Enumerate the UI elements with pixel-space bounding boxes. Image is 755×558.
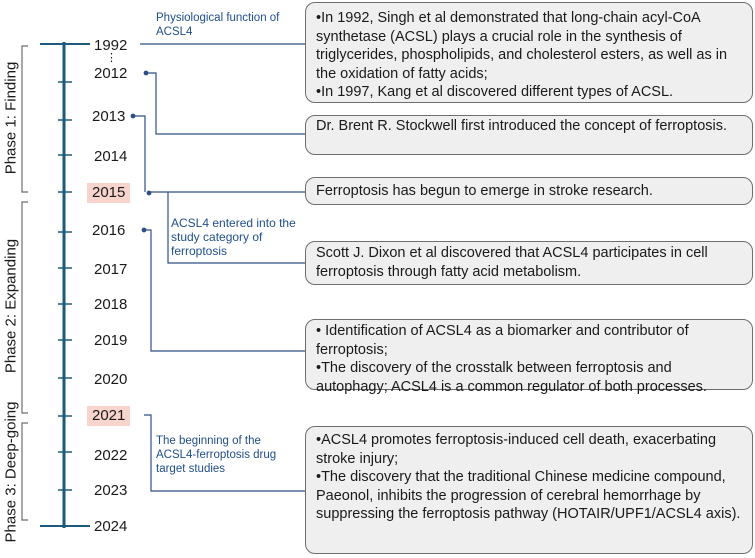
year-1992: 1992 — [94, 37, 128, 54]
year-2021: 2021 — [87, 406, 130, 426]
year-2017: 2017 — [94, 261, 128, 278]
year-2020: 2020 — [94, 371, 128, 388]
box-stroke-research — [305, 177, 753, 205]
year-2022: 2022 — [94, 447, 128, 464]
box-biomarker-line-1: • Identification of ACSL4 as a biomarker and contributor of ferroptosis; — [316, 323, 689, 358]
connector-dots — [131, 71, 152, 233]
year-2014: 2014 — [94, 148, 128, 165]
note-entered-study: ACSL4 entered into the study category of ferroptosis — [171, 216, 296, 258]
phase-3-label: Phase 3: Deep-going — [2, 401, 20, 543]
box-stroke-research-text: Ferroptosis has begun to emerge in stroke research. — [316, 183, 653, 199]
gap-marker: ⋮ — [106, 52, 117, 64]
year-2019: 2019 — [94, 332, 128, 349]
year-2023: 2023 — [94, 482, 128, 499]
year-2016: 2016 — [92, 222, 126, 239]
box-stroke-injury — [305, 426, 753, 554]
phase-2-label: Phase 2: Expanding — [2, 238, 20, 374]
phase-1-bracket — [22, 46, 28, 192]
phase-2-bracket — [22, 202, 28, 413]
year-2013: 2013 — [92, 108, 126, 125]
connector-2012 — [146, 73, 305, 134]
box-biomarker — [305, 319, 753, 395]
box-acsl-function-line-1: •In 1992, Singh et al demonstrated that long-chain acyl-CoA synthetase (ACSL) plays a crucial role in the synthesis of triglycerides, phospholipids, and cholesterol esters, as well as in the oxidation of fatty acids; — [316, 10, 728, 82]
connector-2013 — [133, 116, 145, 192]
note-physiological-function: Physiological function of ACSL4 — [156, 12, 280, 38]
box-stroke-injury-line-2: •The discovery that the traditional Chinese medicine compound, Paeonol, inhibits the progression of cerebral hemorrhage by suppressing the ferroptosis pathway (HOTAIR/UPF1/ACSL4 axis). — [316, 469, 741, 522]
year-2015: 2015 — [87, 183, 130, 203]
box-stroke-injury-line-1: •ACSL4 promotes ferroptosis-induced cell death, exacerbating stroke injury; — [316, 432, 717, 467]
box-dixon — [305, 241, 753, 285]
box-stockwell-text: Dr. Brent R. Stockwell first introduced the concept of ferroptosis. — [316, 118, 728, 134]
box-dixon-text: Scott J. Dixon et al discovered that ACSL4 participates in cell ferroptosis through fatty acid metabolism. — [316, 245, 708, 280]
year-2012: 2012 — [94, 65, 128, 82]
box-biomarker-line-2: •The discovery of the crosstalk between ferroptosis and autophagy; ACSL4 is a common regulator of both processes. — [316, 360, 707, 395]
phase-3-bracket — [22, 423, 28, 520]
year-2018: 2018 — [94, 296, 128, 313]
phase-1-label: Phase 1: Finding — [2, 61, 20, 175]
box-acsl-function-line-2: •In 1997, Kang et al discovered different types of ACSL. — [316, 84, 674, 100]
note-drug-target: The beginning of the ACSL4-ferroptosis drug target studies — [156, 435, 277, 475]
box-acsl-function — [305, 2, 753, 103]
year-2024: 2024 — [94, 518, 128, 535]
box-stockwell — [305, 115, 753, 155]
